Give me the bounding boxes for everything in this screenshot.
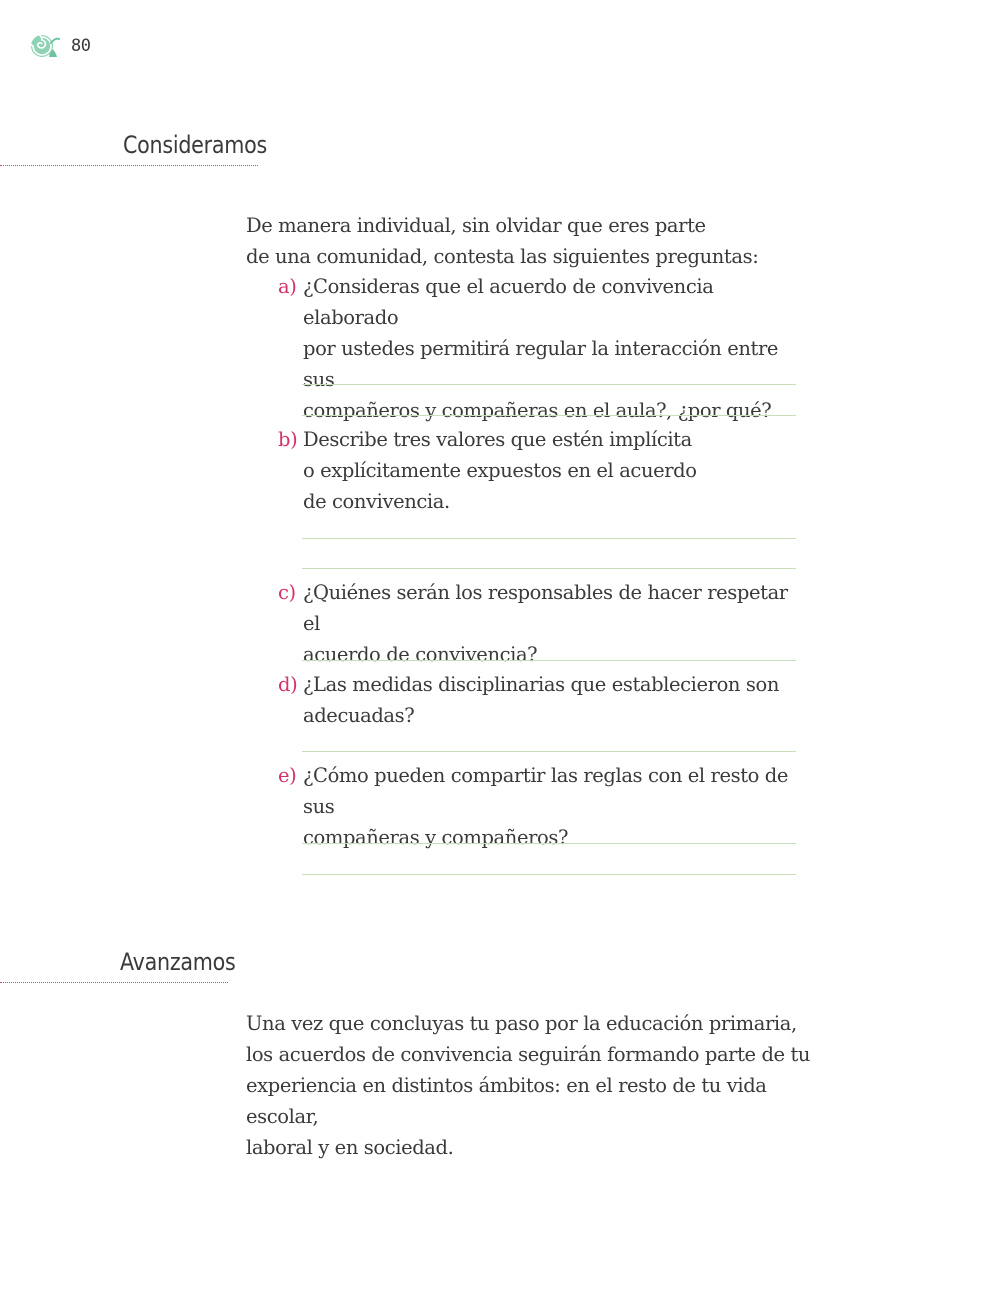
question-text	[303, 424, 798, 517]
intro-paragraph	[246, 210, 806, 272]
text-line: laboral y en sociedad.	[246, 1136, 454, 1159]
section-divider	[0, 982, 228, 983]
text-line: por ustedes permitirá regular la interacción entre sus	[303, 337, 779, 391]
text-line: ¿Cómo pueden compartir las reglas con el resto de sus	[303, 764, 789, 818]
text-line: adecuadas?	[303, 704, 415, 727]
question-marker: a)	[278, 275, 297, 298]
question-marker: c)	[278, 581, 296, 604]
question-marker: b)	[278, 428, 298, 451]
section-heading-avanzamos: Avanzamos	[120, 948, 236, 976]
answer-line[interactable]	[302, 874, 796, 875]
text-line: De manera individual, sin olvidar que eres parte	[246, 214, 706, 237]
answer-line[interactable]	[302, 751, 796, 752]
text-line: Describe tres valores que estén implícita	[303, 428, 692, 451]
question-text	[303, 271, 798, 426]
answer-line[interactable]	[302, 538, 796, 539]
text-line: los acuerdos de convivencia seguirán formando parte de tu	[246, 1043, 811, 1066]
question-text	[303, 577, 798, 670]
page-number: 80	[71, 36, 91, 56]
text-line: de convivencia.	[303, 490, 450, 513]
text-line: de una comunidad, contesta las siguientes preguntas:	[246, 245, 759, 268]
section-divider	[0, 165, 258, 166]
question-marker: e)	[278, 764, 297, 787]
answer-line[interactable]	[302, 568, 796, 569]
snail-icon	[27, 31, 61, 61]
text-line: acuerdo de convivencia?	[303, 643, 538, 666]
text-line: ¿Las medidas disciplinarias que establecieron son	[303, 673, 779, 696]
avanzamos-paragraph	[246, 1008, 826, 1163]
text-line: ¿Consideras que el acuerdo de convivencia elaborado	[303, 275, 714, 329]
text-line: Una vez que concluyas tu paso por la educación primaria,	[246, 1012, 797, 1035]
question-text	[303, 669, 798, 731]
answer-line[interactable]	[302, 843, 796, 844]
page-header	[27, 30, 90, 62]
text-line: ¿Quiénes serán los responsables de hacer respetar el	[303, 581, 788, 635]
text-line: o explícitamente expuestos en el acuerdo	[303, 459, 697, 482]
section-heading-consideramos: Consideramos	[123, 131, 267, 159]
question-marker: d)	[278, 673, 298, 696]
text-line: compañeras y compañeros?	[303, 826, 569, 849]
text-line: compañeros y compañeras en el aula?, ¿por qué?	[303, 399, 772, 422]
answer-line[interactable]	[302, 660, 796, 661]
question-text	[303, 760, 798, 853]
answer-line[interactable]	[302, 384, 796, 385]
text-line: experiencia en distintos ámbitos: en el resto de tu vida escolar,	[246, 1074, 767, 1128]
answer-line[interactable]	[302, 415, 796, 416]
